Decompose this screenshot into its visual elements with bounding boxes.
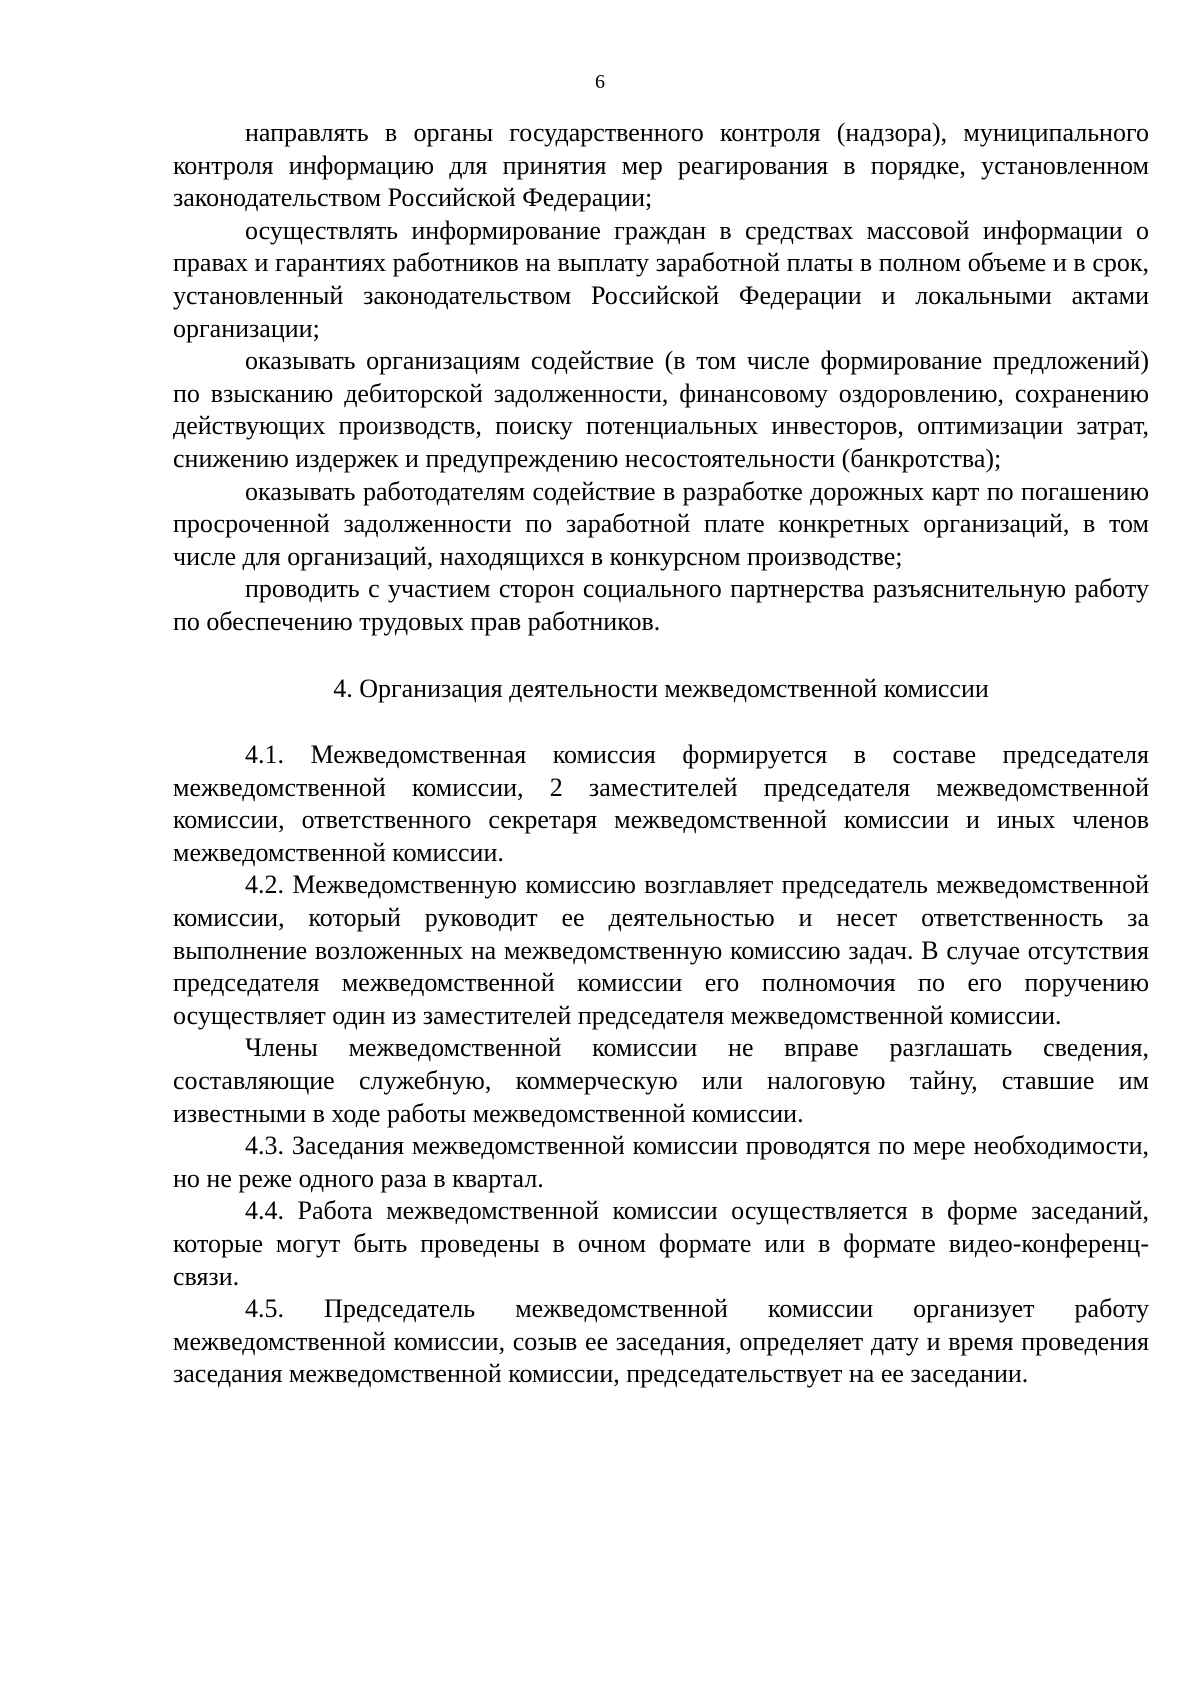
paragraph-assist-employers: оказывать работодателям содействие в разработке дорожных карт по погашению просроченной задолженности по заработной плате конкретных организаций, в том числе для организаций, находящихся в конкурсном производстве; [173, 476, 1149, 571]
paragraph-4-2: 4.2. Межведомственную комиссию возглавляет председатель межведомственной комиссии, который руководит ее деятельностью и несет ответственность за выполнение возложенных на межведомственную комиссию задач. В случае отсутствия председателя межведомственной комиссии его полномочия по его поручению осуществляет один из заместителей председателя межведомственной комиссии. [173, 870, 1149, 1030]
paragraph-4-5: 4.5. Председатель межведомственной комиссии организует работу межведомственной комиссии, созыв ее заседания, определяет дату и время проведения заседания межведомственной комиссии, председательствует на ее заседании. [173, 1294, 1149, 1389]
paragraph-inform-control-bodies: направлять в органы государственного контроля (надзора), муниципального контроля информацию для принятия мер реагирования в порядке, установленном законодательством Российской Федерации; [173, 118, 1149, 213]
document-body [173, 117, 1149, 1391]
paragraph-inform-citizens: осуществлять информирование граждан в средствах массовой информации о правах и гарантиях работников на выплату заработной платы в полном объеме и в срок, установленный законодательством Российской Федерации и локальными актами организации; [173, 215, 1149, 343]
paragraph-explanatory-work: проводить с участием сторон социального партнерства разъяснительную работу по обеспечению трудовых прав работников. [173, 574, 1149, 636]
paragraph-4-1: 4.1. Межведомственная комиссия формируется в составе председателя межведомственной комиссии, 2 заместителей председателя межведомственной комиссии, ответственного секретаря межведомственной комиссии и иных членов межведомственной комиссии. [173, 740, 1149, 867]
paragraph-4-3: 4.3. Заседания межведомственной комиссии проводятся по мере необходимости, но не реже одного раза в квартал. [173, 1131, 1149, 1193]
section-heading: 4. Организация деятельности межведомственной комиссии [333, 673, 989, 703]
page-number: 6 [595, 71, 605, 93]
paragraph-confidentiality: Члены межведомственной комиссии не вправе разглашать сведения, составляющие служебную, коммерческую или налоговую тайну, ставшие им известными в ходе работы межведомственной комиссии. [173, 1033, 1149, 1128]
paragraph-assist-organizations: оказывать организациям содействие (в том числе формирование предложений) по взысканию дебиторской задолженности, финансовому оздоровлению, сохранению действующих производств, поиску потенциальных инвесторов, оптимизации затрат, снижению издержек и предупреждению несостоятельности (банкротства); [173, 346, 1149, 473]
paragraph-4-4: 4.4. Работа межведомственной комиссии осуществляется в форме заседаний, которые могут быть проведены в очном формате или в формате видео-конференц-связи. [173, 1196, 1149, 1291]
